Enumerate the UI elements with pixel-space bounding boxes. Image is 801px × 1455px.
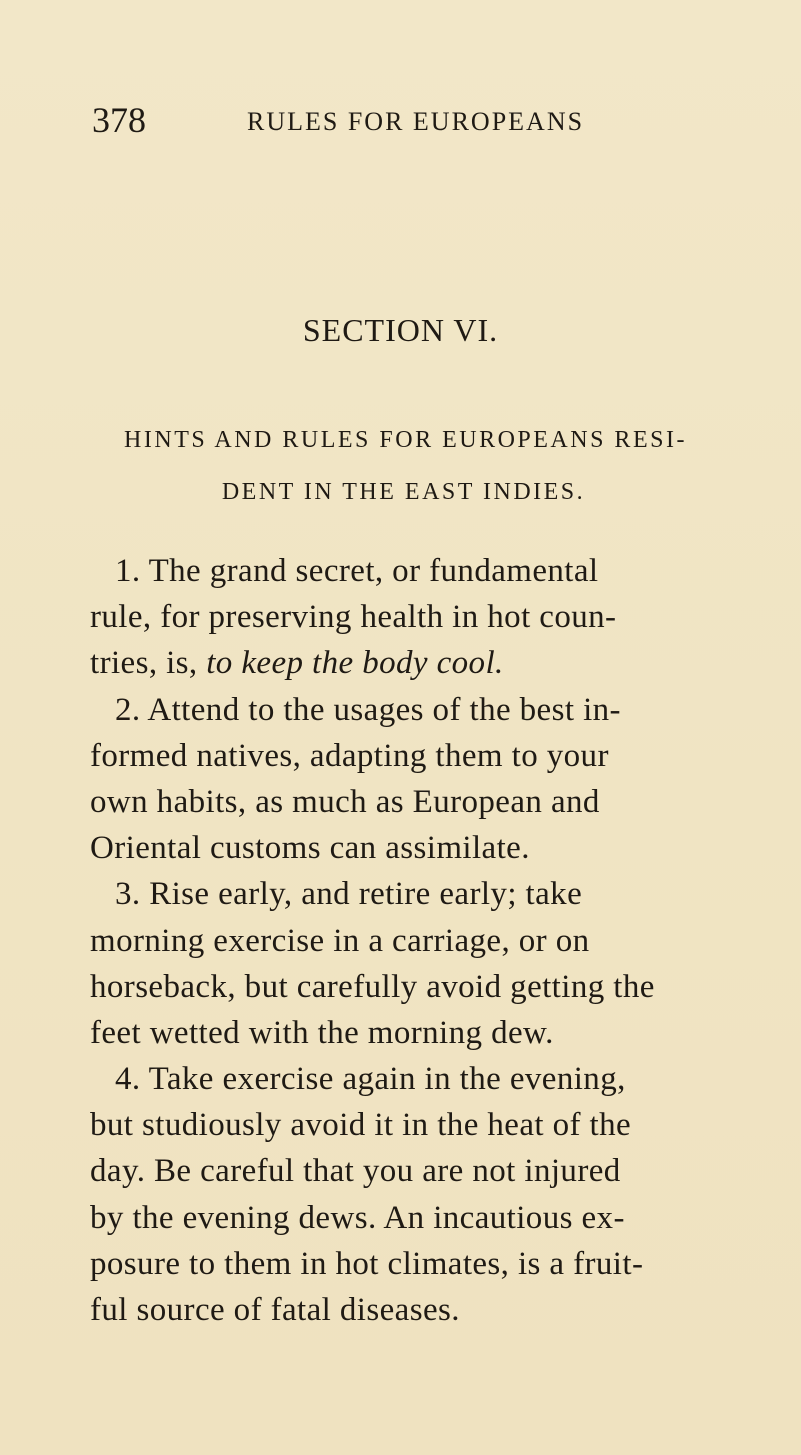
paragraph-4-line: by the evening dews. An incautious ex- xyxy=(90,1199,625,1236)
paragraph-4-line: ful source of fatal diseases. xyxy=(90,1292,460,1328)
paragraph-4-line: posure to them in hot climates, is a fruit- xyxy=(90,1245,644,1282)
paragraph-1-line: 1. The grand secret, or fundamental xyxy=(115,553,599,589)
section-subheading-line-1: HINTS AND RULES FOR EUROPEANS RESI- xyxy=(124,427,687,453)
paragraph-3-line: 3. Rise early, and retire early; take xyxy=(115,876,583,913)
paragraph-2-line: 2. Attend to the usages of the best in- xyxy=(115,691,621,728)
paragraph-4-line: but studiously avoid it in the heat of the xyxy=(90,1107,632,1144)
paragraph-1-text: tries, is, xyxy=(90,645,207,682)
italic-emphasis: to keep the body cool. xyxy=(206,645,504,682)
body-text xyxy=(90,548,730,1333)
section-heading: SECTION VI. xyxy=(302,312,499,348)
section-subheading-line-2: DENT IN THE EAST INDIES. xyxy=(221,479,586,505)
paragraph-1-line xyxy=(90,640,730,686)
paragraph-2-line: formed natives, adapting them to your xyxy=(90,737,609,774)
paragraph-1-line: rule, for preserving health in hot coun- xyxy=(90,599,617,636)
running-head xyxy=(92,98,712,142)
paragraph-4-line: 4. Take exercise again in the evening, xyxy=(115,1061,626,1098)
page-number: 378 xyxy=(92,100,146,140)
paragraph-2-line: own habits, as much as European and xyxy=(90,783,600,820)
paragraph-3-line: horseback, but carefully avoid getting the xyxy=(90,968,655,1005)
paragraph-2-line: Oriental customs can assimilate. xyxy=(90,830,530,867)
paragraph-4-line: day. Be careful that you are not injured xyxy=(90,1153,621,1190)
running-title: RULES FOR EUROPEANS xyxy=(247,107,585,136)
paragraph-3-line: morning exercise in a carriage, or on xyxy=(90,922,590,959)
paragraph-3-line: feet wetted with the morning dew. xyxy=(90,1014,554,1051)
